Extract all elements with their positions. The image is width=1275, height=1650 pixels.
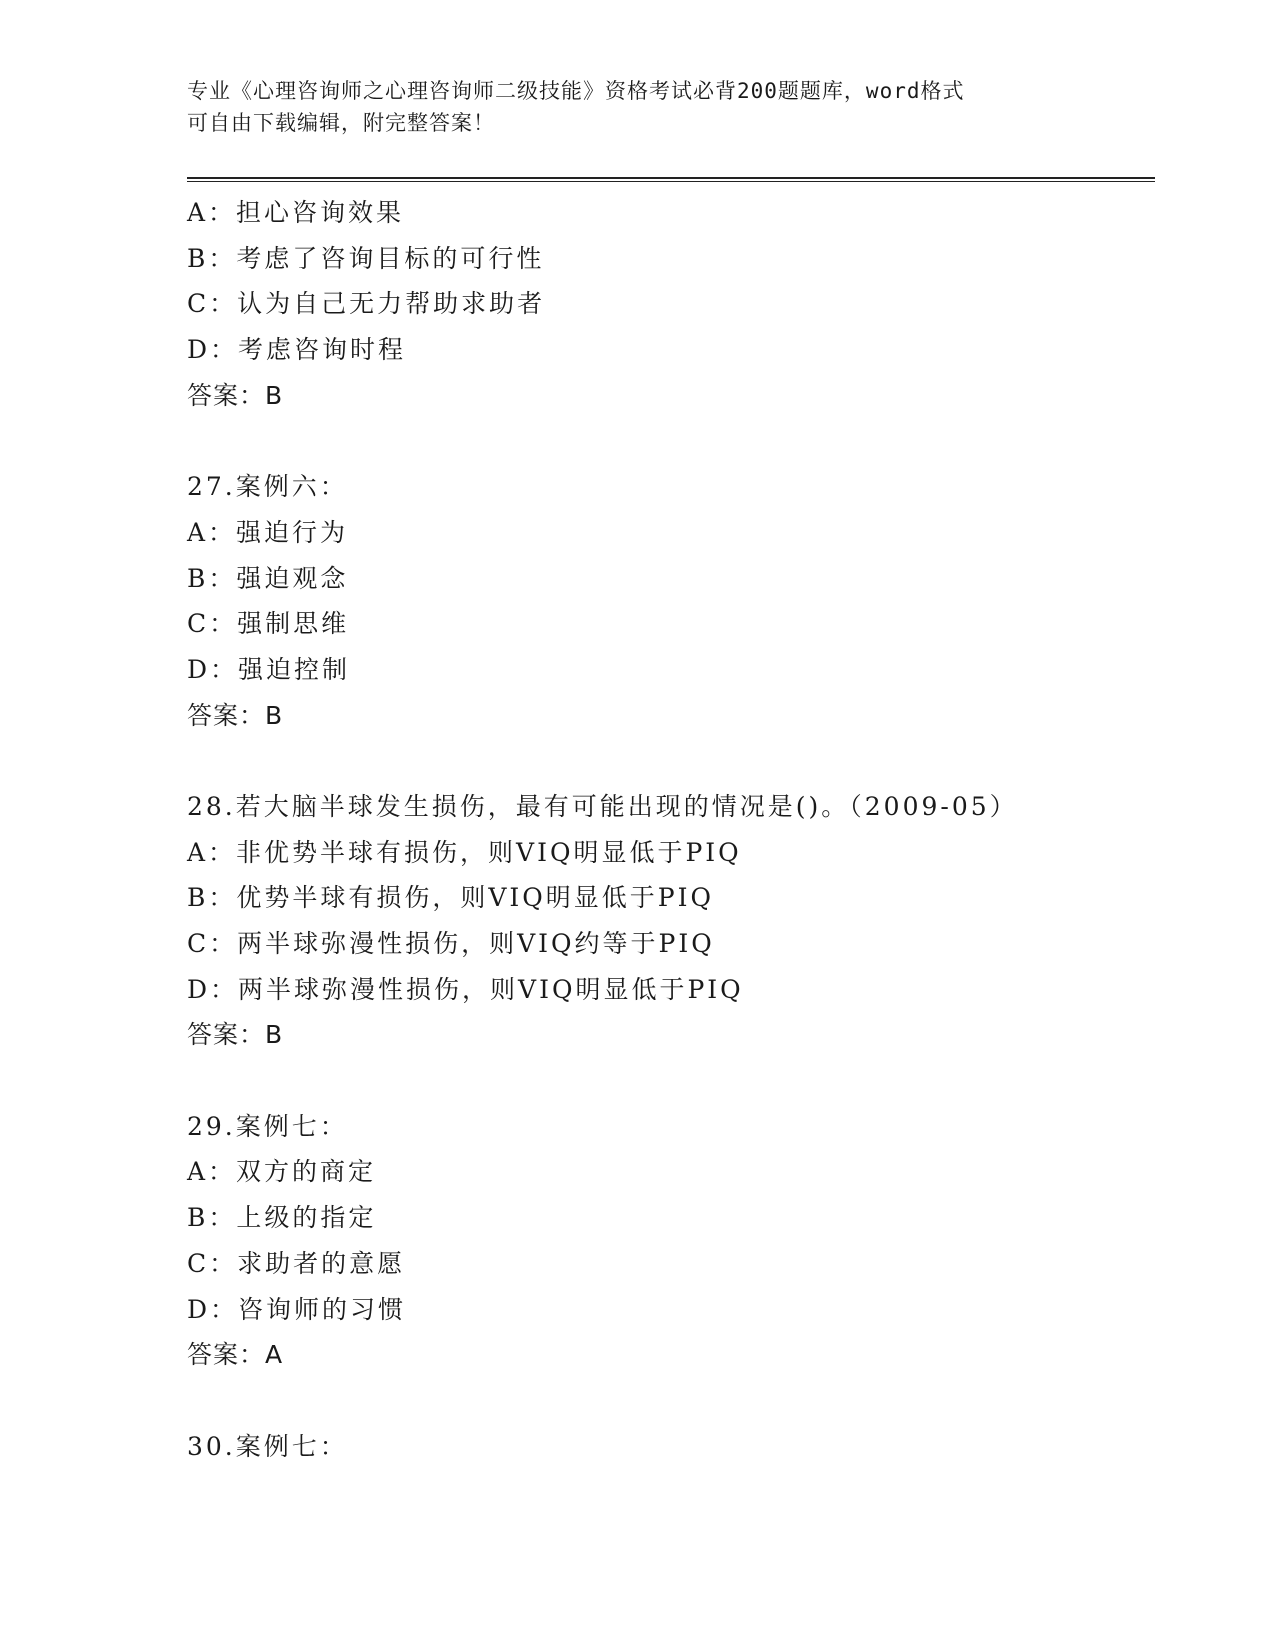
spacer [187,738,1167,784]
answer-line: 答案：B [187,1020,284,1050]
question-30: 30.案例七： [187,1431,348,1461]
option-b: B：优势半球有损伤，则VIQ明显低于PIQ [187,883,714,913]
header-divider [187,177,1155,182]
option-b: B：上级的指定 [187,1203,377,1233]
option-c: C：两半球弥漫性损伤，则VIQ约等于PIQ [187,929,715,958]
header-title-line-1: 专业《心理咨询师之心理咨询师二级技能》资格考试必背200题题库，word格式 [187,79,965,103]
option-d: D：两半球弥漫性损伤，则VIQ明显低于PIQ [187,974,744,1004]
option-a: A：担心咨询效果 [187,198,405,227]
option-d: D：咨询师的习惯 [187,1294,407,1324]
header-title-line-2: 可自由下载编辑，附完整答案！ [187,111,495,135]
question-29: 29.案例七： [187,1111,348,1141]
option-c: C：求助者的意愿 [187,1248,406,1278]
answer-line: 答案：B [187,700,284,730]
option-a: A：双方的商定 [187,1157,377,1187]
option-c: C：认为自己无力帮助求助者 [187,289,546,319]
question-28: 28.若大脑半球发生损伤，最有可能出现的情况是()。（2009-05） [187,791,1018,821]
option-d: D：强迫控制 [187,654,351,684]
question-27: 27.案例六： [187,472,348,502]
option-a: A：强迫行为 [187,517,349,547]
option-b: B：强迫观念 [187,563,349,593]
option-d: D：考虑咨询时程 [187,335,407,365]
answer-line: 答案：A [187,1340,284,1370]
answer-line: 答案：B [187,380,284,410]
spacer [187,418,1167,464]
spacer [187,1378,1167,1424]
option-c: C：强制思维 [187,609,350,639]
option-a: A：非优势半球有损伤，则VIQ明显低于PIQ [187,837,742,867]
option-b: B：考虑了咨询目标的可行性 [187,243,545,273]
page-header [187,75,1087,139]
question-list [187,190,1167,1469]
spacer [187,1058,1167,1104]
